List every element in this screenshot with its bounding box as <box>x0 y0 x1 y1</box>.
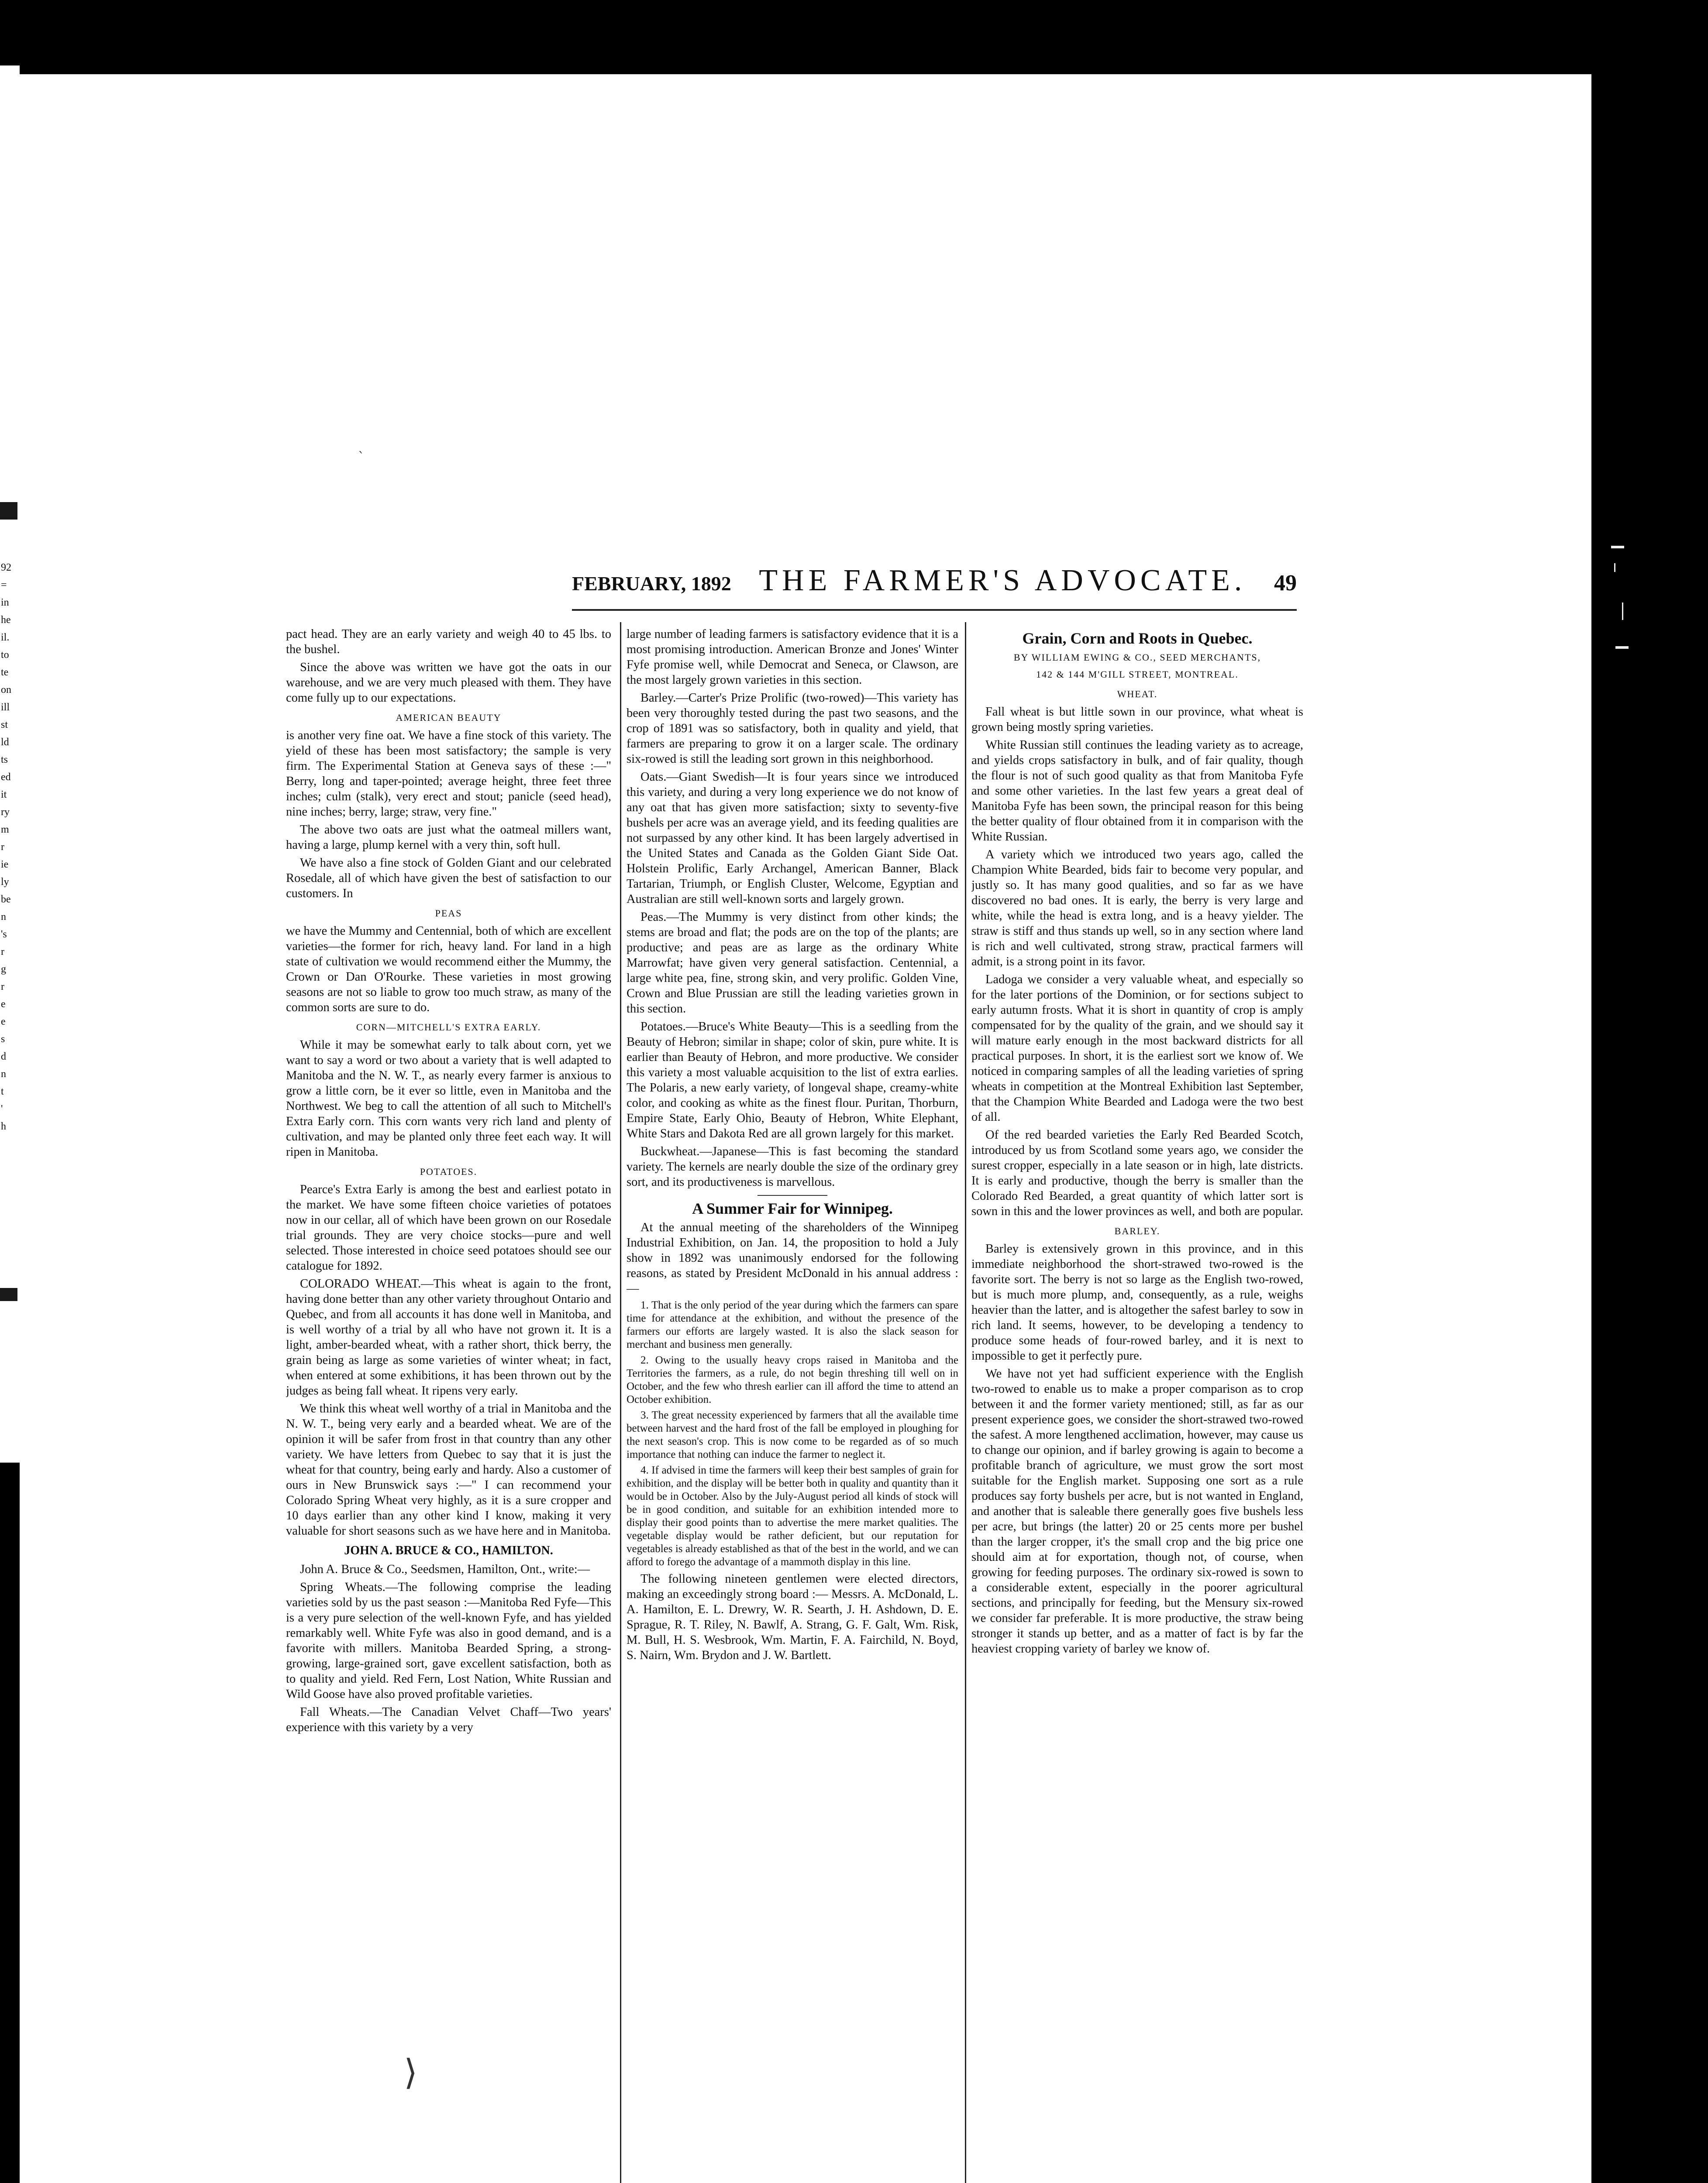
scan-mark <box>0 502 17 520</box>
paragraph: John A. Bruce & Co., Seedsmen, Hamilton, Ont., write:— <box>300 1563 590 1576</box>
subheading: BARLEY. <box>1114 1226 1160 1236</box>
paragraph: Oats.—Giant Swedish—It is four years since we introduced this variety, and during a very long experience we do not know of any oat that has given more satisfaction; sixty to seventy-five bushels per acre was an average yield, and its feeding qualities are not surpassed by any other kind. It has been largely advertised in the United States and Canada as the Golden Giant Side Oat. Holstein Prolific, Early Archangel, American Banner, Black Tartarian, Triumph, or English Cluster, Welcome, Egyptian and Australian are still well-known sorts and largely grown. <box>627 770 958 906</box>
subheading: PEAS <box>435 908 462 919</box>
paragraph: Ladoga we consider a very valuable wheat, and especially so for the later portions of the Dominion, or for sections subject to early autumn frosts. What it is short in quantity of crop is amply compensated for by the quality of the grain, and we should say it will mature early enough in the most backward districts for all practical purposes. In short, it is the earliest sort we know of. We noticed in comparing samples of all the leading varieties of spring wheats in competition at the Montreal Exhibition last September, that the Champion White Bearded and Ladoga were the two best of all. <box>971 973 1303 1124</box>
section-heading: A Summer Fair for Winnipeg. <box>692 1200 893 1217</box>
page-header <box>572 563 1297 603</box>
byline: BY WILLIAM EWING & CO., SEED MERCHANTS, <box>1013 652 1261 663</box>
column-1 <box>286 627 611 2183</box>
header-rule <box>572 609 1297 611</box>
list-item: 3. The great necessity experienced by farmers that all the available time between harvest and the hard frost of the fall be employed in ploughing for the next season's crop. This is now come to be regarded as of so much importance that nothing can induce the farmer to neglect it. <box>627 1409 958 1460</box>
ink-speck: ˋ <box>358 450 365 465</box>
page-number: 49 <box>1274 571 1297 596</box>
list-item: 2. Owing to the usually heavy crops raised in Manitoba and the Territories the farmers, as a rule, do not begin threshing till well on in October, and the few who thresh earlier can ill afford the time to attend an October exhibition. <box>627 1354 958 1405</box>
subheading: WHEAT. <box>1117 689 1158 699</box>
paragraph: Of the red bearded varieties the Early Red Bearded Scotch, introduced by us from Scotland some years ago, we consider the surest cropper, especially in a late season or in high, late districts. It is early and productive, though the berry is smaller than the Colorado Red Bearded, a great quantity of which latter sort is sown in this and the lower provinces as well, and both are popular. <box>971 1128 1303 1218</box>
scan-mark <box>0 1288 17 1301</box>
paragraph: Fall wheat is but little sown in our province, what wheat is grown being mostly spring varieties. <box>971 705 1303 734</box>
paragraph: A variety which we introduced two years ago, called the Champion White Bearded, bids fair to become very popular, and justly so. It has many good qualities, and so far as we have discovered no bad ones. It is early, the berry is very large and white, while the head is extra long, and is a heavy yielder. The straw is stiff and thus stands up well, so in any section where land is rich and well cultivated, strong straw, practical farmers will admit, is a strong point in its favor. <box>971 848 1303 968</box>
column-rule <box>965 622 966 2183</box>
list-item: 1. That is the only period of the year during which the farmers can spare time for attendance at the exhibition, and without the presence of the farmers our efforts are largely wasted. It is also the slack season for merchant and business men generally. <box>627 1299 958 1350</box>
paragraph: large number of leading farmers is satisfactory evidence that it is a most promising introduction. American Bronze and Jones' Winter Fyfe promise well, while Democrat and Seneca, or Clawson, are the most largely grown varieties in this section. <box>627 627 958 687</box>
paragraph: Fall Wheats.—The Canadian Velvet Chaff—Two years' experience with this variety by a very <box>286 1705 611 1734</box>
paragraph: We have also a fine stock of Golden Giant and our celebrated Rosedale, all of which have given the best of satisfaction to our customers. In <box>286 856 611 900</box>
divider <box>758 1195 827 1196</box>
paragraph: The following nineteen gentlemen were elected directors, making an exceedingly strong board :— Messrs. A. McDonald, L. A. Hamilton, E. L. Drewry, W. R. Searth, J. H. Ashdown, D. E. Sprague, R. T. Riley, N. Bawlf, A. Strang, G. F. Galt, Wm. Risk, M. Bull, H. S. Wesbrook, Wm. Martin, F. A. Fairchild, N. Boyd, S. Nairn, Wm. Brydon and J. W. Bartlett. <box>627 1572 958 1662</box>
paragraph: We think this wheat well worthy of a trial in Manitoba and the N. W. T., being very early and a bearded wheat. We are of the opinion it will be safer from frost in that country than any other variety. We have letters from Quebec to say that it is just the wheat for that country, being early and hardy. Also a customer of ours in New Brunswick says :—" I can recommend your Colorado Spring Wheat very highly, as it is a sure cropper and 10 days earlier than any other kind I know, making it very valuable for short seasons such as we have here and in Manitoba. <box>286 1402 611 1538</box>
paragraph: pact head. They are an early variety and weigh 40 to 45 lbs. to the bushel. <box>286 627 611 656</box>
paragraph: Spring Wheats.—The following comprise the leading varieties sold by us the past season :—Manitoba Red Fyfe—This is a very pure selection of the well-known Fyfe, and has yielded remarkably well. White Fyfe was also in good demand, and is a favorite with millers. Manitoba Bearded Spring, a strong-growing, large-grained sort, gave excellent satisfaction, both as to quality and yield. Red Fern, Lost Nation, White Russian and Wild Goose have also proved profitable varieties. <box>286 1580 611 1701</box>
scan-mark <box>1615 646 1629 649</box>
scan-mark <box>1614 563 1615 572</box>
paragraph: Pearce's Extra Early is among the best and earliest potato in the market. We have some fifteen choice varieties of potatoes now in our cellar, all of which have been grown on our Rosedale trial grounds. They are very choice stocks—pure and well selected. Those interested in choice seed potatoes should see our catalogue for 1892. <box>286 1183 611 1273</box>
scan-mark <box>1611 546 1624 548</box>
paragraph: At the annual meeting of the shareholders of the Winnipeg Industrial Exhibition, on Jan. 14, the proposition to hold a July show in 1892 was unanimously endorsed for the following reasons, as stated by President McDonald in his annual address :— <box>627 1221 958 1295</box>
paragraph: Buckwheat.—Japanese—This is fast becoming the standard variety. The kernels are nearly double the size of the ordinary grey sort, and its productiveness is marvellous. <box>627 1145 958 1189</box>
paragraph: White Russian still continues the leading variety as to acreage, and yields crops satisfactory in bulk, and of fair quality, though the flour is not of such good quality as that from Manitoba Fyfe and some other varieties. In the last few years a great deal of Manitoba Fyfe has been sown, the principal reason for this being the better quality of flour obtained from it in comparison with the White Russian. <box>971 738 1303 844</box>
subheading: POTATOES. <box>420 1166 478 1177</box>
paragraph: While it may be somewhat early to talk about corn, yet we want to say a word or two about a variety that is well adapted to Manitoba and the N. W. T., as nearly every farmer is anxious to grow a little corn, be it ever so little, even in Manitoba and the Northwest. We beg to call the attention of all such to Mitchell's Extra Early corn. This corn wants very rich land and plenty of cultivation, and may be planted only three feet each way. It will ripen in Manitoba. <box>286 1038 611 1159</box>
subheading: CORN—MITCHELL'S EXTRA EARLY. <box>356 1022 541 1033</box>
masthead-title: THE FARMER'S ADVOCATE. <box>759 564 1247 597</box>
paragraph: We have not yet had sufficient experience with the English two-rowed to enable us to make a proper comparison as to crop between it and the former variety mentioned; still, as far as our present experience goes, we consider the short-strawed two-rowed the safest. A more lengthened acclimation, however, may cause us to change our opinion, and if barley growing is again to become a profitable branch of agriculture, we must grow the sort most suitable for the English market. Supposing one sort as a rule produces say forty bushels per acre, but is not wanted in England, and another that is saleable there generally goes five bushels less per acre, but brings (the latter) 20 or 25 cents more per bushel than the larger cropper, it's the small crop and the big price one should aim at for exportation, though not, of course, when growing for feeding purposes. The ordinary six-rowed is sown to a considerable extent, especially in the poorer agricultural sections, and principally for feeding, but the Mensury six-rowed we consider far preferable. It is more productive, the straw being stronger it stands up better, and as a matter of fact is by far the heaviest cropping variety of barley we know of. <box>971 1367 1303 1656</box>
byline: 142 & 144 M'GILL STREET, MONTREAL. <box>1036 669 1239 680</box>
paragraph: Potatoes.—Bruce's White Beauty—This is a seedling from the Beauty of Hebron; similar in shape; color of skin, pure white. It is earlier than Beauty of Hebron, and more productive. We consider this variety a most valuable acquisition to the list of extra earlies. The Polaris, a new early variety, of longeval shape, creamy-white color, and cooking as white as the finest flour. Puritan, Thorburn, Empire State, Early Ohio, Beauty of Hebron, White Elephant, White Stars and Dakota Red are all grown largely for this market. <box>627 1020 958 1140</box>
list-item: 4. If advised in time the farmers will keep their best samples of grain for exhibition, and the display will be better both in quality and quantity than it would be in October. Also by the July-August period all kinds of stock will be in good condition, and suitable for an exhibition intended more to display their good points than to advertise the mere market qualities. The vegetable display would be rather deficient, but our reputation for vegetables is already established as that of the best in the world, and we can afford to forego the advantage of a mammoth display in this line. <box>627 1464 958 1568</box>
scan-mark <box>1622 603 1623 620</box>
column-3 <box>971 627 1303 2183</box>
adjacent-page-strip <box>0 65 20 1463</box>
paragraph: Since the above was written we have got the oats in our warehouse, and we are very much pleased with them. They have come fully up to our expectations. <box>286 661 611 705</box>
paragraph: COLORADO WHEAT.—This wheat is again to the front, having done better than any other variety throughout Ontario and Quebec, and from all accounts it has done well in Manitoba, and is well worthy of a trial by all who have not grown it. It is a light, amber-bearded wheat, with a rather short, thick berry, the grain being as large as some varieties of winter wheat; in fact, when entered at some exhibitions, it has been thrown out by the judges as being fall wheat. It ripens very early. <box>286 1277 611 1398</box>
subheading: AMERICAN BEAUTY <box>396 712 502 723</box>
column-2 <box>627 627 958 2183</box>
paragraph: Peas.—The Mummy is very distinct from other kinds; the stems are broad and flat; the pods are on the top of the plants; are productive; and peas are as large as the ordinary White Marrowfat; have given very general satisfaction. Centennial, a large white pea, fine, strong skin, and very prolific. Golden Vine, Crown and Blue Prussian are still the leading varieties grown in this section. <box>627 910 958 1016</box>
paragraph: is another very fine oat. We have a fine stock of this variety. The yield of these has been most satisfactory; the sample is very firm. The Experimental Station at Geneva says of these :—" Berry, long and taper-pointed; average height, three feet three inches; culm (stalk), very erect and stout; panicle (seed head), nine inches; berry, large; straw, very fine." <box>286 729 611 819</box>
paragraph: Barley is extensively grown in this province, and in this immediate neighborhood the short-strawed two-rowed is the favorite sort. The berry is not so large as the English two-rowed, but is much more plump, and, consequently, as a rule, weighs heavier than the latter, and is altogether the safest barley to sow in rich land. It seems, however, to be developing a tendency to produce some heads of four-rowed barley, and it is next to impossible to get it perfectly pure. <box>971 1242 1303 1363</box>
section-heading: Grain, Corn and Roots in Quebec. <box>1022 630 1253 647</box>
paragraph: Barley.—Carter's Prize Prolific (two-rowed)—This variety has been very thoroughly tested during the past two seasons, and the crop of 1891 was so satisfactory, both in quality and yield, that farmers are preparing to grow it on a larger scale. The ordinary six-rowed is still the leading sort grown in this neighborhood. <box>627 691 958 766</box>
issue-date: FEBRUARY, 1892 <box>572 572 731 595</box>
scan-border-right <box>1591 0 1708 2183</box>
pencil-mark: ⟩ <box>404 2052 418 2093</box>
adjacent-page-text: 92 = in he il. to te on ill st ld ts ed it ry m r ie ly be n 's r g r e e s d n t ' h <box>1 562 11 1132</box>
column-rule <box>620 622 621 2183</box>
paragraph: The above two oats are just what the oatmeal millers want, having a large, plump kernel with a very thin, soft hull. <box>286 823 611 852</box>
paragraph: we have the Mummy and Centennial, both of which are excellent varieties—the former for rich, heavy land. For land in a high state of cultivation we would recommend either the Mummy, the Crown or Dan O'Rourke. These varieties in most growing seasons are not so liable to grow too much straw, as many of the common sorts are sure to do. <box>286 924 611 1014</box>
section-heading: JOHN A. BRUCE & CO., HAMILTON. <box>344 1544 553 1557</box>
